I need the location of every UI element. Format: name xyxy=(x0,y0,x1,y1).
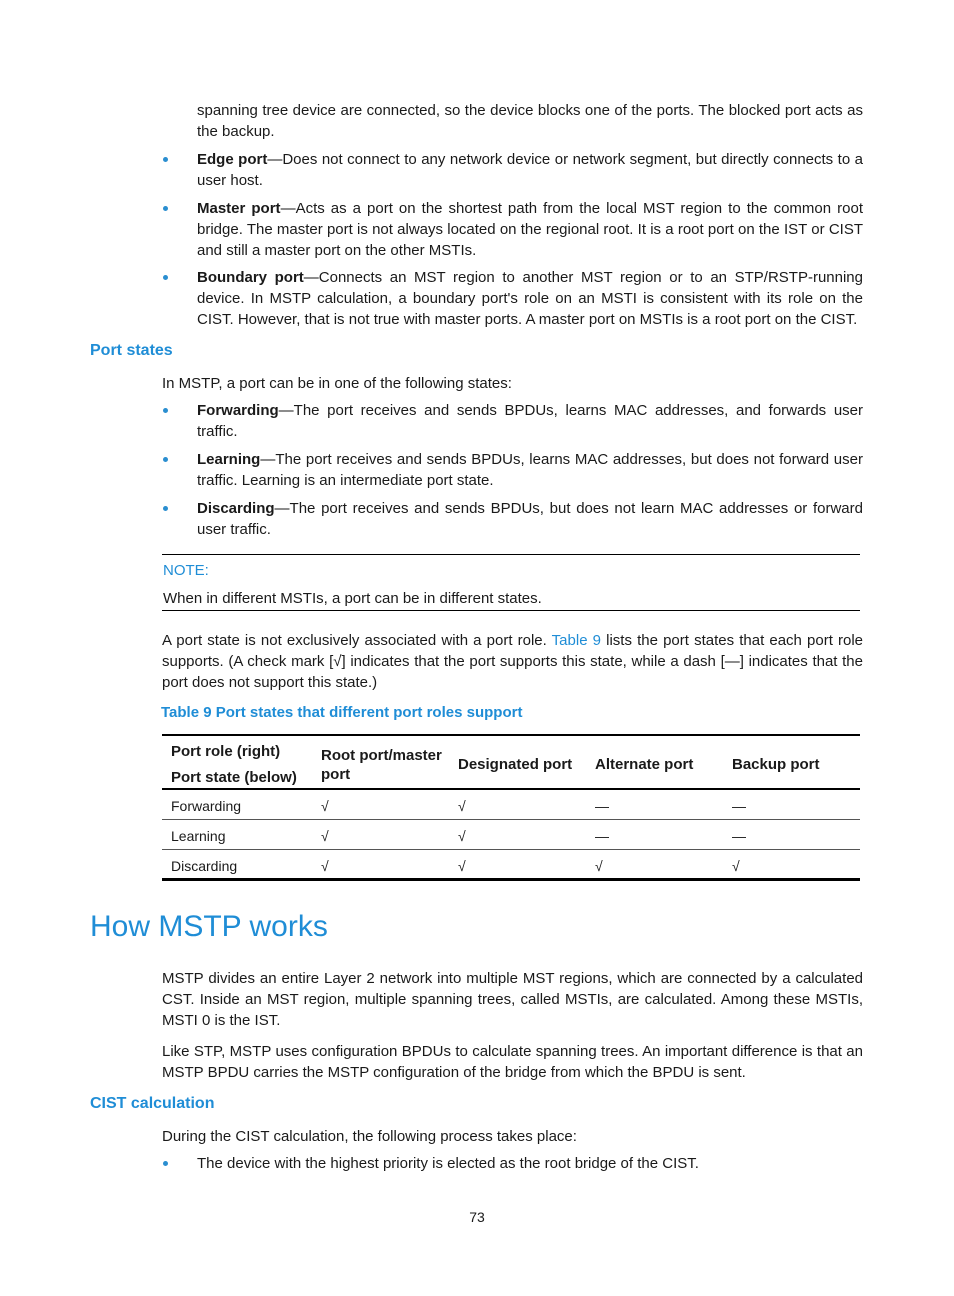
note-text: When in different MSTIs, a port can be in different states. xyxy=(163,590,542,607)
table-header-backup: Backup port xyxy=(732,756,820,773)
bullet-icon xyxy=(163,157,168,162)
how-mstp-paragraph-2: Like STP, MSTP uses configuration BPDUs to calculate spanning trees. An important difference is that an MSTP BPDU carries the MSTP configuration of the bridge from which the BPDU is sent. xyxy=(162,1043,863,1081)
table-corner-bottom: Port state (below) xyxy=(171,769,297,786)
table-cell: √ xyxy=(321,858,329,874)
table-cell-state: Forwarding xyxy=(171,798,242,814)
table-cell: — xyxy=(732,798,746,814)
state-learning: Learning—The port receives and sends BPDUs, learns MAC addresses, but does not forward user traffic. Learning is an intermediate port state. xyxy=(197,451,863,489)
state-discarding: Discarding—The port receives and sends BPDUs, but does not learn MAC addresses or forward user traffic. xyxy=(197,500,863,538)
how-mstp-paragraph-1: MSTP divides an entire Layer 2 network into multiple MST regions, which are connected by a calculated CST. Inside an MST region, multiple spanning trees, called MSTIs, are calculated. Among these MSTIs, MSTI 0 is the IST. xyxy=(162,970,863,1029)
table-caption: Table 9 Port states that different port roles support xyxy=(161,704,523,721)
role-master-port: Master port—Acts as a port on the shortest path from the local MST region to the common root bridge. The master port is not always located on the regional root. It is a root port on the IST or CIST and still a master port on the other MSTIs. xyxy=(197,200,863,259)
table-cell: √ xyxy=(732,858,740,874)
table-cell: √ xyxy=(458,828,466,844)
table-cell: — xyxy=(732,828,746,844)
table-cell-state: Learning xyxy=(171,828,226,844)
table-cell: √ xyxy=(321,798,329,814)
role-edge-port: Edge port—Does not connect to any network device or network segment, but directly connects to a user host. xyxy=(197,151,864,189)
state-forwarding: Forwarding—The port receives and sends BPDUs, learns MAC addresses, and forwards user traffic. xyxy=(197,402,863,440)
page-number: 73 xyxy=(469,1209,485,1225)
table-cell: √ xyxy=(595,858,603,874)
note-label: NOTE: xyxy=(163,562,209,579)
table-bottom-rule xyxy=(162,878,860,881)
bullet-icon xyxy=(163,506,168,511)
table-cell: — xyxy=(595,828,609,844)
table-row-rule xyxy=(162,849,860,850)
table-cell: √ xyxy=(321,828,329,844)
bullet-icon xyxy=(163,206,168,211)
cist-intro: During the CIST calculation, the following process takes place: xyxy=(162,1128,577,1145)
table-row-rule xyxy=(162,819,860,820)
role-boundary-port: Boundary port—Connects an MST region to another MST region or to an STP/RSTP-running device. In MSTP calculation, a boundary port's role on an MSTI is consistent with its role on the CIST. However, that is not true with master ports. A master port on MSTIs is a root port on the CIST. xyxy=(197,269,863,328)
continued-paragraph: spanning tree device are connected, so the device blocks one of the ports. The blocked port acts as the backup. xyxy=(197,102,863,140)
bullet-icon xyxy=(163,457,168,462)
chapter-title: How MSTP works xyxy=(90,910,328,943)
bullet-icon xyxy=(163,275,168,280)
table-header-root-master: Root port/master port xyxy=(321,747,442,783)
port-states-intro: In MSTP, a port can be in one of the following states: xyxy=(162,375,512,392)
table-cell-state: Discarding xyxy=(171,858,238,874)
table-cell: — xyxy=(595,798,609,814)
section-heading-port-states: Port states xyxy=(90,342,173,359)
bullet-icon xyxy=(163,1161,168,1166)
table-top-rule xyxy=(162,734,860,736)
table-header-designated: Designated port xyxy=(458,756,573,773)
table-9-link[interactable]: Table 9 xyxy=(551,632,602,649)
table-header-rule xyxy=(162,788,860,790)
port-state-paragraph: A port state is not exclusively associated with a port role. Table 9 lists the port states that each port role supports. (A check mark [√] indicates that the port supports this state, while a dash [—] indicates that the port does not support this state.) xyxy=(162,632,864,691)
section-heading-cist: CIST calculation xyxy=(90,1095,215,1112)
table-header-alternate: Alternate port xyxy=(595,756,694,773)
note-bottom-rule xyxy=(162,610,860,611)
cist-item: The device with the highest priority is elected as the root bridge of the CIST. xyxy=(197,1155,699,1172)
table-cell: √ xyxy=(458,858,466,874)
bullet-icon xyxy=(163,408,168,413)
note-top-rule xyxy=(162,554,860,555)
table-cell: √ xyxy=(458,798,466,814)
table-corner-top: Port role (right) xyxy=(171,743,281,760)
